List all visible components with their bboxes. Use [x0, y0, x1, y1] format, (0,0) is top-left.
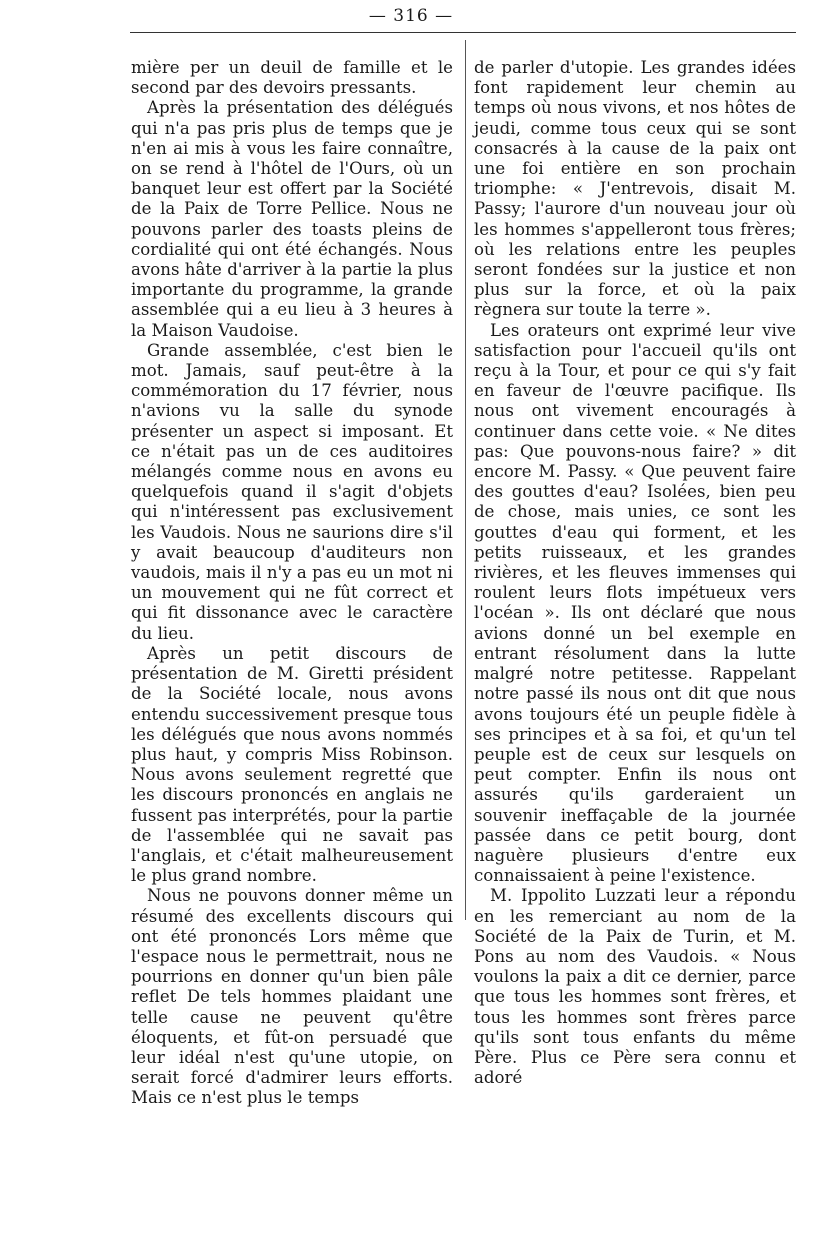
header-rule [130, 32, 796, 33]
paragraph: Après un petit discours de présentation de M. Giretti président de la Société locale, nous avons entendu successivement presque tous les délégués que nous avons nommés plus haut, y compris Miss Robinson. Nous avons seulement regretté que les discours prononcés en anglais ne fussent pas interprétés, pour la partie de l'assemblée qui ne savait pas l'anglais, et c'était malheureusement le plus grand nombre. [131, 643, 453, 886]
paragraph: Les orateurs ont exprimé leur vive satisfaction pour l'accueil qu'ils ont reçu à la Tour, et pour ce qui s'y fait en faveur de l'œuvre pacifique. Ils nous ont vivement encouragés à continuer dans cette voie. « Ne dites pas: Que pouvons-nous faire? » dit encore M. Passy. « Que peuvent faire des gouttes d'eau? Isolées, bien peu de chose, mais unies, ce sont les gouttes d'eau qui forment, et les petits ruisseaux, et les grandes rivières, et les fleuves immenses qui roulent leurs flots impétueux vers l'océan ». Ils ont déclaré que nous avions donné un bel exemple en entrant résolument dans la lutte malgré notre petitesse. Rappelant notre passé ils nous ont dit que nous avons toujours été un peuple fidèle à ses principes et à sa foi, et qu'un tel peuple est de ceux sur lesquels on peut compter. Enfin ils nous ont assurés qu'ils garderaient un souvenir ineffaçable de la journée passée dans ce petit bourg, dont naguère plusieurs d'entre eux connaissaient à peine l'existence. [474, 320, 796, 886]
paragraph: Nous ne pouvons donner même un résumé des excellents discours qui ont été prononcés Lors même que l'espace nous le permettrait, nous ne pourrions en donner qu'un bien pâle reflet De tels hommes plaidant une telle cause ne peuvent qu'être éloquents, et fût-on persuadé que leur idéal n'est qu'une utopie, on serait forcé d'admirer leurs efforts. Mais ce n'est plus le temps [131, 886, 453, 1108]
page-number: — 316 — [368, 6, 454, 26]
paragraph: de parler d'utopie. Les grandes idées font rapidement leur chemin au temps où nous vivons, et nos hôtes de jeudi, comme tous ceux qui se sont consacrés à la cause de la paix ont une foi entière en son prochain triomphe: « J'entrevois, disait M. Passy; l'aurore d'un nouveau jour où les hommes s'appelleront tous frères; où les relations entre les peuples seront fondées sur la justice et non plus sur la force, et où la paix règnera sur toute la terre ». [474, 58, 796, 320]
left-column [131, 58, 453, 1109]
right-column [474, 58, 796, 1088]
paragraph: Après la présentation des délégués qui n'a pas pris plus de temps que je n'en ai mis à vous les faire connaître, on se rend à l'hôtel de l'Ours, où un banquet leur est offert par la Société de la Paix de Torre Pellice. Nous ne pouvons parler des toasts pleins de cordialité qui ont été échangés. Nous avons hâte d'arriver à la partie la plus importante du programme, la grande assemblée qui a eu lieu à 3 heures à la Maison Vaudoise. [131, 98, 453, 340]
paragraph: Grande assemblée, c'est bien le mot. Jamais, sauf peut-être à la commémoration du 17 février, nous n'avions vu la salle du synode présenter un aspect si imposant. Et ce n'était pas un de ces auditoires mélangés comme nous en avons eu quelquefois quand il s'agit d'objets qui n'intéressent pas exclusivement les Vaudois. Nous ne saurions dire s'il y avait beaucoup d'auditeurs non vaudois, mais il n'y a pas eu un mot ni un mouvement qui ne fût correct et qui fit dissonance avec le caractère du lieu. [131, 340, 453, 643]
paragraph: M. Ippolito Luzzati leur a répondu en les remerciant au nom de la Société de la Paix de Turin, et M. Pons au nom des Vaudois. « Nous voulons la paix a dit ce dernier, parce que tous les hommes sont frères, et tous les hommes sont frères parce qu'ils sont tous enfants du même Père. Plus ce Père sera connu et adoré [474, 886, 796, 1088]
column-divider [465, 40, 466, 920]
paragraph: mière per un deuil de famille et le second par des devoirs pressants. [131, 58, 453, 98]
